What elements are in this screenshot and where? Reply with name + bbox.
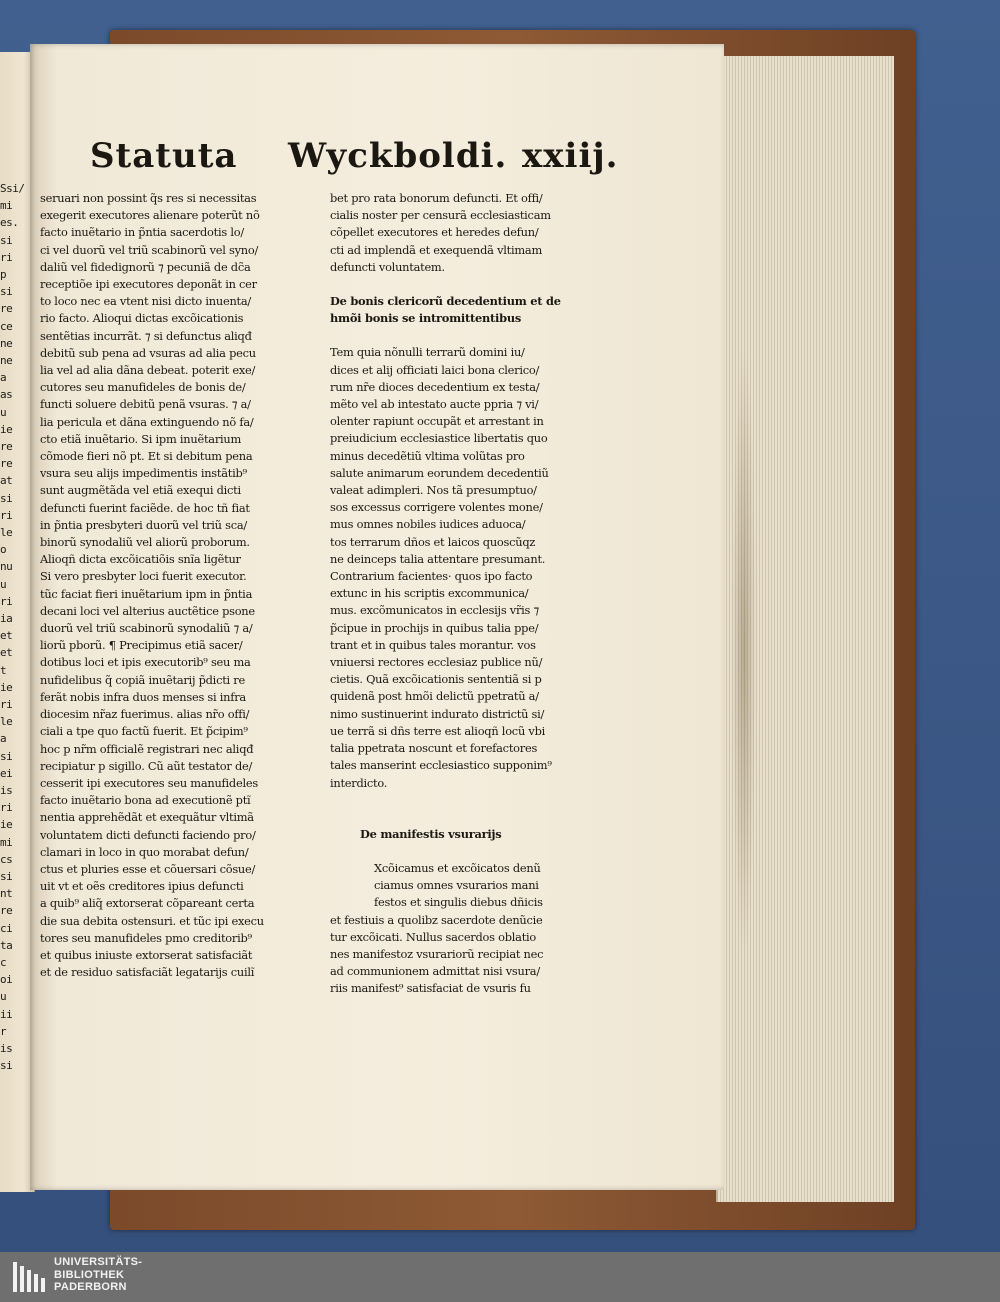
left-page-fragment: es. (0, 216, 19, 230)
text-line: tũc faciat fieri inuẽtarium ipm in p̃ntia (40, 586, 253, 601)
section-heading-clergy-cont: hmõi bonis se intromittentibus (330, 311, 522, 326)
left-page-fragment: ie (0, 422, 13, 436)
text-line: interdicto. (330, 775, 388, 790)
text-line: ctus et pluries esse et cõuersari cõsue/ (40, 861, 256, 876)
left-page-fragment: c (0, 956, 7, 969)
text-line: trant et in quibus tales morantur. vos (330, 637, 536, 652)
text-line: festos et singulis diebus dñicis (374, 895, 543, 910)
text-line: duorũ vel triũ scabinorũ synodaliũ ⁊ a/ (40, 621, 253, 636)
text-line: nufidelibus q̃ copiã inuẽtarij p̃dicti re (40, 672, 245, 687)
text-line: to loco nec ea vtent nisi dicto inuenta/ (40, 294, 251, 309)
edge-stain (732, 341, 756, 961)
text-line: cti ad implendã et exequendã vltimam (330, 242, 543, 257)
folio-number: xxiij. (522, 136, 619, 176)
left-page-fragment: ri (0, 801, 13, 815)
text-line: rio facto. Alioqui dictas excõicationis (40, 311, 244, 326)
section-heading-clergy: De bonis clericorũ decedentium et de (330, 294, 561, 309)
text-line: ferãt nobis infra duos menses si infra (40, 689, 246, 704)
text-line: sunt augmẽtãda vel etiã exequi dicti (40, 483, 241, 498)
text-line: facto inuẽtario in p̃ntia sacerdotis lo/ (40, 225, 244, 240)
text-line: clamari in loco in quo morabat defun/ (40, 844, 249, 859)
text-line: salute animarum eorundem decedentiũ (330, 465, 549, 480)
text-line: ue terrã si dñs terre est alioqñ locũ vbi (330, 723, 546, 738)
text-line: cõmode fieri nõ pt. Et si debitum pena (40, 449, 253, 464)
left-page-fragment: re (0, 440, 13, 453)
text-line: cesserit ipi executores seu manufideles (40, 775, 258, 790)
text-line: talia ppetrata noscunt et forefactores (330, 741, 538, 756)
text-line: et quibus iniuste extorserat satisfaciãt (40, 947, 253, 962)
library-name-line3: PADERBORN (54, 1281, 127, 1293)
text-line: sentẽtias incurrãt. ⁊ si defunctus aliqđ (40, 328, 252, 343)
left-page-fragment: oi (0, 973, 13, 987)
left-page-fragment: si (0, 491, 13, 505)
left-page-fragment: a (0, 732, 7, 746)
text-line: ne deinceps talia attentare presumant. (330, 551, 546, 566)
text-line: uit vt et oẽs creditores ipius defuncti (40, 879, 244, 894)
text-line: functi soluere debitũ penã vsuras. ⁊ a/ (40, 397, 251, 412)
left-page-fragment: ia (0, 612, 13, 625)
left-page-fragment: le (0, 526, 13, 539)
left-page-fragment: ta (0, 938, 13, 952)
left-page-fragment: ie (0, 680, 13, 694)
text-line: cutores seu manufideles de bonis de/ (40, 380, 246, 395)
left-page-fragment: r (0, 1024, 7, 1038)
text-line: vsura seu alijs impedimentis instãtib⁹ (40, 466, 247, 481)
left-page-fragment: Ssi/ (0, 182, 25, 195)
text-line: decani loci vel alterius auctẽtice psone (40, 603, 255, 618)
text-line: p̃cipue in prochijs in quibus talia ppe/ (330, 620, 539, 635)
text-line: Si vero presbyter loci fuerit executor. (40, 569, 247, 584)
text-line: Tem quia nõnulli terrarũ domini iu/ (330, 345, 525, 360)
text-line: Contrarium facientes· quos ipo facto (330, 569, 533, 584)
text-line: Xcõicamus et excõicatos denũ (374, 860, 541, 875)
left-page-fragment: u (0, 577, 7, 591)
text-line: preiudicium ecclesiastice libertatis quo (330, 431, 548, 446)
left-page-fragment: mi (0, 835, 13, 849)
left-page-fragment: u (0, 990, 7, 1004)
left-page-fragment: le (0, 715, 13, 729)
left-page-fragment: ri (0, 698, 13, 711)
library-name (54, 1256, 142, 1294)
left-page-fragment: et (0, 646, 13, 660)
text-line: olenter rapiunt occupãt et arrestant in (330, 414, 544, 429)
text-line: nimo sustinuerint indurato districtũ si/ (330, 706, 545, 721)
left-page-fragment: at (0, 474, 13, 488)
library-logo-icon (12, 1260, 46, 1294)
text-line: riis manifest⁹ satisfaciat de vsuris fu (330, 981, 531, 996)
text-line: nes manifestoz vsurariorũ recipiat nec (330, 946, 544, 961)
left-page-fragment: nu (0, 560, 13, 574)
left-page-fragment: ne (0, 336, 13, 350)
left-page-fragment: is (0, 784, 13, 797)
text-line: vniuersi rectores ecclesiaz publice nũ/ (330, 655, 543, 670)
text-line: die sua debita ostensuri. et tũc ipi execu (40, 913, 264, 928)
text-line: quidenã post hmõi delictũ ppetratũ a/ (330, 689, 539, 704)
left-page-fragment: mi (0, 199, 13, 213)
left-page-fragment: si (0, 749, 13, 763)
left-page-fragment: is (0, 1042, 13, 1055)
left-page-fragment: nt (0, 887, 13, 901)
text-line: cto etiã inuẽtario. Si ipm inuẽtarium (40, 431, 242, 446)
left-page-fragment: p (0, 268, 7, 281)
left-page-fragment: re (0, 457, 13, 471)
left-page-fragment: o (0, 543, 7, 557)
header-title-center: Wyckboldi. (288, 136, 508, 176)
text-line: liorũ pborũ. ¶ Precipimus etiã sacer/ (40, 638, 243, 653)
text-line: in p̃ntia presbyteri duorũ vel triũ sca/ (40, 517, 247, 532)
text-line: dices et alij officiati laici bona clerico/ (330, 362, 540, 377)
left-page-fragment: ii (0, 1007, 13, 1021)
text-line: debitũ sub pena ad vsuras ad alia pecu (40, 345, 256, 360)
text-line: diocesim nr̃az fuerimus. alias nr̃o offi/ (40, 707, 250, 722)
text-line: mẽto vel ab intestato aucte ppria ⁊ vi/ (330, 397, 539, 412)
text-line: tores seu manufideles pmo creditorib⁹ (40, 930, 252, 945)
text-line: Alioqñ dicta excõicatiõis snĩa ligẽtur (40, 552, 241, 567)
text-line: tos terrarum dños et laicos quoscũqz (330, 534, 536, 549)
text-line: defuncti fuerint faciẽde. de hoc tñ fiat (40, 500, 250, 515)
left-page-fragment: ei (0, 766, 13, 780)
text-line: exegerit executores alienare poterũt nõ (40, 208, 260, 223)
text-line: recipiatur p sigillo. Cũ aũt testator de/ (40, 758, 253, 773)
right-page (30, 44, 724, 1190)
left-page-fragment: ne (0, 354, 13, 367)
text-line: hoc p nr̃m officialẽ registrari nec aliqđ (40, 741, 254, 756)
left-page-fragment: si (0, 285, 13, 299)
left-page-fragment: et (0, 629, 13, 643)
left-page-fragment: a (0, 371, 7, 385)
page-block-edges (716, 56, 894, 1202)
left-page-fragment: u (0, 405, 7, 419)
left-page-fragment: ri (0, 594, 13, 608)
text-line: dotibus loci et ipis executorib⁹ seu ma (40, 655, 251, 670)
text-line: daliũ vel fidedignorũ ⁊ pecuniã de dc̃a (40, 259, 251, 274)
left-page-fragment: ri (0, 250, 13, 264)
section-heading-usurers: De manifestis vsurarijs (360, 826, 502, 841)
text-line: defuncti voluntatem. (330, 259, 445, 274)
header-title-left: Statuta (90, 136, 238, 176)
left-page-fragment: ce (0, 319, 13, 333)
left-page-fragment: si (0, 1059, 13, 1073)
left-page-fragment: re (0, 904, 13, 918)
text-line: cietis. Quã excõicationis sententiã si p (330, 672, 542, 687)
text-line: a quib⁹ aliq̃ extorserat cõpareant certa (40, 896, 255, 911)
text-line: facto inuẽtario bona ad executionẽ ptĩ (40, 793, 251, 808)
text-line: ciamus omnes vsurarios mani (374, 878, 539, 893)
library-name-line2: BIBLIOTHEK (54, 1268, 125, 1281)
text-line: minus decedẽtiũ vltima volũtas pro (330, 448, 525, 463)
running-header (90, 136, 619, 196)
left-page-fragment: si (0, 233, 13, 247)
text-line: lia pericula et dãna extinguendo nõ fa/ (40, 414, 254, 429)
text-column-left (40, 190, 298, 981)
left-page-fragment: re (0, 302, 13, 316)
library-name-line1: UNIVERSITÄTS- (54, 1256, 143, 1268)
text-line: binorũ synodaliũ vel aliorũ proborum. (40, 535, 250, 550)
left-page-fragment: ie (0, 818, 13, 832)
left-page-fragment: ci (0, 921, 13, 935)
text-line: valeat adimpleri. Nos tã presumptuo/ (330, 483, 537, 498)
text-line: cialis noster per censurã ecclesiasticam (330, 208, 551, 223)
text-line: voluntatem dicti defuncti faciendo pro/ (40, 827, 256, 842)
text-line: bet pro rata bonorum defuncti. Et offi/ (330, 191, 543, 205)
left-page-fragment: cs (0, 852, 13, 866)
text-line: seruari non possint q̃s res si necessitas (40, 191, 257, 205)
text-line: nentia apprehẽdãt et exequãtur vltimã (40, 810, 254, 825)
text-line: tales manserint ecclesiastico supponim⁹ (330, 758, 552, 773)
library-footer (0, 1252, 1000, 1302)
text-line: tur excõicati. Nullus sacerdos oblatio (330, 929, 537, 944)
text-line: lia vel ad alia dãna debeat. poterit exe/ (40, 363, 256, 378)
text-line: rum nr̃e dioces decedentium ex testa/ (330, 379, 540, 394)
left-page-fragment: as (0, 388, 13, 402)
left-page-fragment: si (0, 870, 13, 883)
text-line: mus omnes nobiles iudices aduoca/ (330, 517, 526, 532)
left-page-fragment: t (0, 663, 7, 677)
left-page-fragment: ri (0, 508, 13, 522)
text-line: sos excessus corrigere volentes mone/ (330, 500, 543, 515)
text-line: ci vel duorũ vel triũ scabinorũ vel syno/ (40, 242, 259, 257)
text-line: cõpellet executores et heredes defun/ (330, 225, 539, 240)
text-line: et de residuo satisfaciãt legatarijs cuilĩ (40, 965, 255, 980)
text-line: et festiuis a quolibz sacerdote denũcie (330, 912, 543, 927)
text-line: extunc in his scriptis excommunica/ (330, 586, 529, 601)
text-column-right (330, 190, 620, 998)
text-line: mus. excõmunicatos in ecclesijs vr̃is ⁊ (330, 603, 539, 618)
text-line: receptiõe ipi executores deponãt in cer (40, 277, 257, 292)
text-line: ciali a tpe quo factũ fuerit. Et p̃cipim⁹ (40, 724, 248, 739)
text-line: ad communionem admittat nisi vsura/ (330, 964, 540, 979)
